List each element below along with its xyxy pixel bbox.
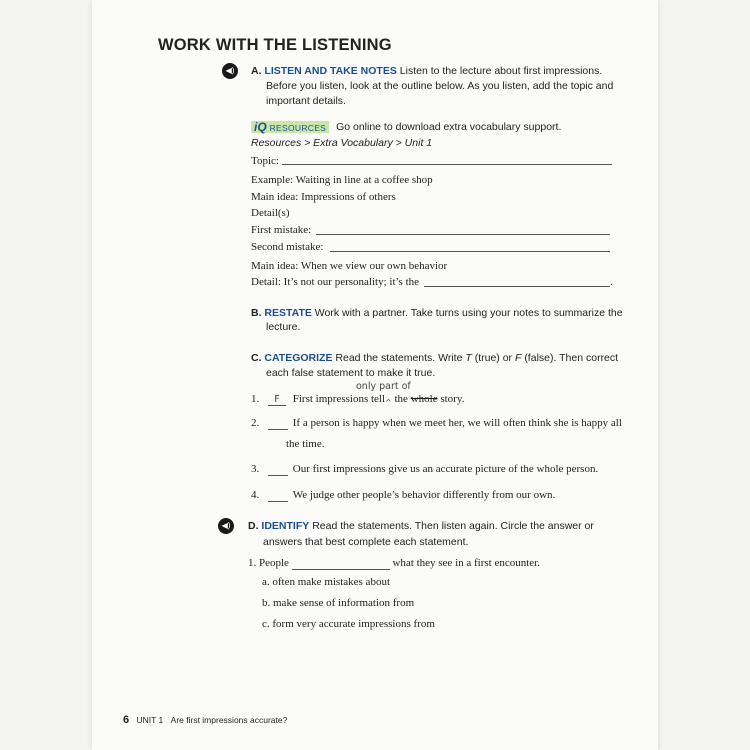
statement-3: 3. Our first impressions give us an accurate picture of the whole person.	[251, 463, 599, 475]
second-mistake-answer-line[interactable]	[330, 251, 610, 252]
section-a-line3: important details.	[266, 95, 346, 107]
outline-second-mistake: Second mistake:	[251, 241, 324, 253]
section-d-line1: D. IDENTIFY Read the statements. Then listen again. Circle the answer or	[248, 520, 594, 532]
question-1-blank[interactable]	[292, 557, 390, 570]
page-footer	[123, 714, 287, 726]
option-b[interactable]: b. make sense of information from	[262, 597, 415, 609]
speaker-icon[interactable]: ◀)	[222, 63, 238, 79]
section-c-heading: CATEGORIZE	[264, 352, 333, 364]
outline-detail-end: .	[610, 276, 613, 288]
first-mistake-answer-line[interactable]	[316, 234, 610, 235]
topic-answer-line[interactable]	[282, 164, 612, 165]
outline-first-mistake: First mistake:	[251, 224, 312, 236]
page-title: WORK WITH THE LISTENING	[158, 36, 392, 54]
section-d-heading: IDENTIFY	[261, 520, 310, 532]
section-b-heading: RESTATE	[264, 307, 312, 319]
section-a-heading: LISTEN AND TAKE NOTES	[264, 65, 397, 77]
statement-2: 2. If a person is happy when we meet her, we will often think she is happy all	[251, 417, 622, 429]
resources-path[interactable]: Resources > Extra Vocabulary > Unit 1	[251, 137, 433, 149]
iq-resources-badge[interactable]: iQ RESOURCES	[251, 121, 329, 133]
answer-blank-2[interactable]	[268, 417, 288, 430]
footer-question: Are first impressions accurate?	[170, 715, 288, 725]
detail-answer-line[interactable]	[424, 286, 610, 287]
statement-4: 4. We judge other people’s behavior differently from our own.	[251, 489, 556, 501]
section-d-line2: answers that best complete each statement.	[263, 536, 469, 548]
section-a-line1: A. LISTEN AND TAKE NOTES Listen to the lecture about first impressions.	[251, 65, 603, 77]
outline-topic-label: Topic:	[251, 155, 279, 167]
footer-unit: UNIT 1	[136, 715, 164, 725]
option-c[interactable]: c. form very accurate impressions from	[262, 618, 435, 630]
option-a[interactable]: a. often make mistakes about	[262, 576, 390, 588]
page-number: 6	[123, 714, 130, 726]
outline-detail: Detail: It’s not our personality; it’s the	[251, 276, 420, 288]
outline-main-idea-1: Main idea: Impressions of others	[251, 191, 396, 203]
speaker-icon[interactable]: ◀)	[218, 518, 234, 534]
handwritten-correction: only part of	[356, 381, 411, 392]
statement-2-cont: the time.	[286, 438, 325, 450]
section-a-line2: Before you listen, look at the outline below. As you listen, add the topic and	[266, 80, 614, 92]
section-c-line1: C. CATEGORIZE Read the statements. Write T (true) or F (false). Then correct	[251, 352, 619, 364]
question-1: 1. People what they see in a first encounter.	[248, 557, 540, 569]
answer-blank-3[interactable]	[268, 463, 288, 476]
answer-blank-4[interactable]	[268, 489, 288, 502]
outline-main-idea-2: Main idea: When we view our own behavior	[251, 260, 448, 272]
outline-details: Detail(s)	[251, 207, 290, 219]
answer-blank-1[interactable]: F	[268, 394, 286, 406]
section-b-line2: lecture.	[266, 321, 301, 333]
section-c-line2: each false statement to make it true.	[266, 367, 436, 379]
outline-example: Example: Waiting in line at a coffee shop	[251, 174, 433, 186]
section-b-line1: B. RESTATE Work with a partner. Take turns using your notes to summarize the	[251, 307, 623, 319]
statement-1: 1. F First impressions tell$_{\^{}}$ the whole story.	[251, 393, 465, 407]
resources-line: iQ RESOURCES Go online to download extra vocabulary support.	[251, 121, 561, 133]
